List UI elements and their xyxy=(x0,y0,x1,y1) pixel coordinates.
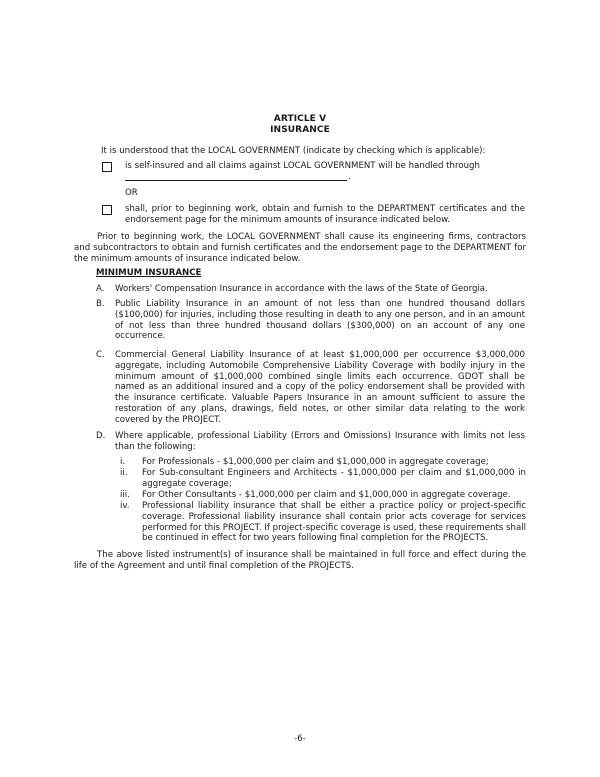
article-heading: ARTICLE V xyxy=(273,114,327,124)
subitem-professionals: For Professionals - $1,000,000 per claim and $1,000,000 in aggregate coverage; xyxy=(142,457,489,467)
item-marker: B. xyxy=(96,299,105,309)
subitem-practice-policy: Professional liability insurance that shall be either a practice policy or project-specific coverage. Professional liability insurance shall contain prior acts coverage for services performed for this PROJECT. If project-specific coverage is used, these requirements shall be continued in effect for two years following final completion for the PROJECTS. xyxy=(142,501,526,544)
self-insured-checkbox[interactable] xyxy=(102,162,112,172)
intro-text: It is understood that the LOCAL GOVERNMENT (indicate by checking which is applicable): xyxy=(101,146,486,156)
prior-to-work-paragraph: Prior to beginning work, the LOCAL GOVERNMENT shall cause its engineering firms, contractors and subcontractors to obtain and furnish certificates and the endorsement page to the DEPARTMENT for the minimum amounts of insurance indicated below. xyxy=(74,232,526,264)
item-professional-liability: Where applicable, professional Liability (Errors and Omissions) Insurance with limits not less than the following: xyxy=(115,431,525,452)
option-furnish-text: shall, prior to beginning work, obtain and furnish to the DEPARTMENT certificates and the endorsement page for the minimum amounts of insurance indicated below. xyxy=(125,204,525,225)
closing-paragraph: The above listed instrument(s) of insurance shall be maintained in full force and effect during the life of the Agreement and until final completion of the PROJECTS. xyxy=(74,550,526,571)
subitem-other-consultants: For Other Consultants - $1,000,000 per claim and $1,000,000 in aggregate coverage. xyxy=(142,490,511,500)
article-subheading: INSURANCE xyxy=(270,125,330,135)
blank-period: . xyxy=(348,172,351,182)
item-workers-comp: Workers' Compensation Insurance in accordance with the laws of the State of Georgia. xyxy=(115,284,488,294)
item-commercial-general-liability: Commercial General Liability Insurance of at least $1,000,000 per occurrence $3,000,000 aggregate, including Automobile Comprehensive Liability Coverage with bodily injury in the minimum amount of $1,000,000 combined single limits each occurrence. GDOT shall be named as an additional insured and a copy of the policy endorsement shall be provided with the insurance certificate. Valuable Papers Insurance in an amount sufficient to assure the restoration of any plans, drawings, field notes, or other similar data relating to the work covered by the PROJECT. xyxy=(115,350,525,425)
subitem-marker: ii. xyxy=(120,468,128,478)
option-self-insured-text: is self-insured and all claims against LOCAL GOVERNMENT will be handled through xyxy=(125,161,480,171)
subitem-marker: i. xyxy=(120,457,126,467)
subitem-marker: iii. xyxy=(120,490,130,500)
item-marker: D. xyxy=(96,431,106,441)
item-public-liability: Public Liability Insurance in an amount of not less than one hundred thousand dollars ($100,000) for injuries, including those resulting in death to any one person, and in an amount of not less than three hundred thousand dollars ($300,000) on an account of any one occurrence. xyxy=(115,299,525,342)
item-marker: A. xyxy=(96,284,105,294)
item-marker: C. xyxy=(96,350,105,360)
handled-through-blank[interactable] xyxy=(125,180,347,181)
subitem-subconsultants: For Sub-consultant Engineers and Architects - $1,000,000 per claim and $1,000,000 in aggregate coverage; xyxy=(142,468,526,489)
furnish-certificates-checkbox[interactable] xyxy=(102,205,112,215)
subitem-marker: iv. xyxy=(120,501,130,511)
page-number: -6- xyxy=(294,734,306,744)
or-label: OR xyxy=(125,188,138,198)
minimum-insurance-heading: MINIMUM INSURANCE xyxy=(96,268,202,278)
